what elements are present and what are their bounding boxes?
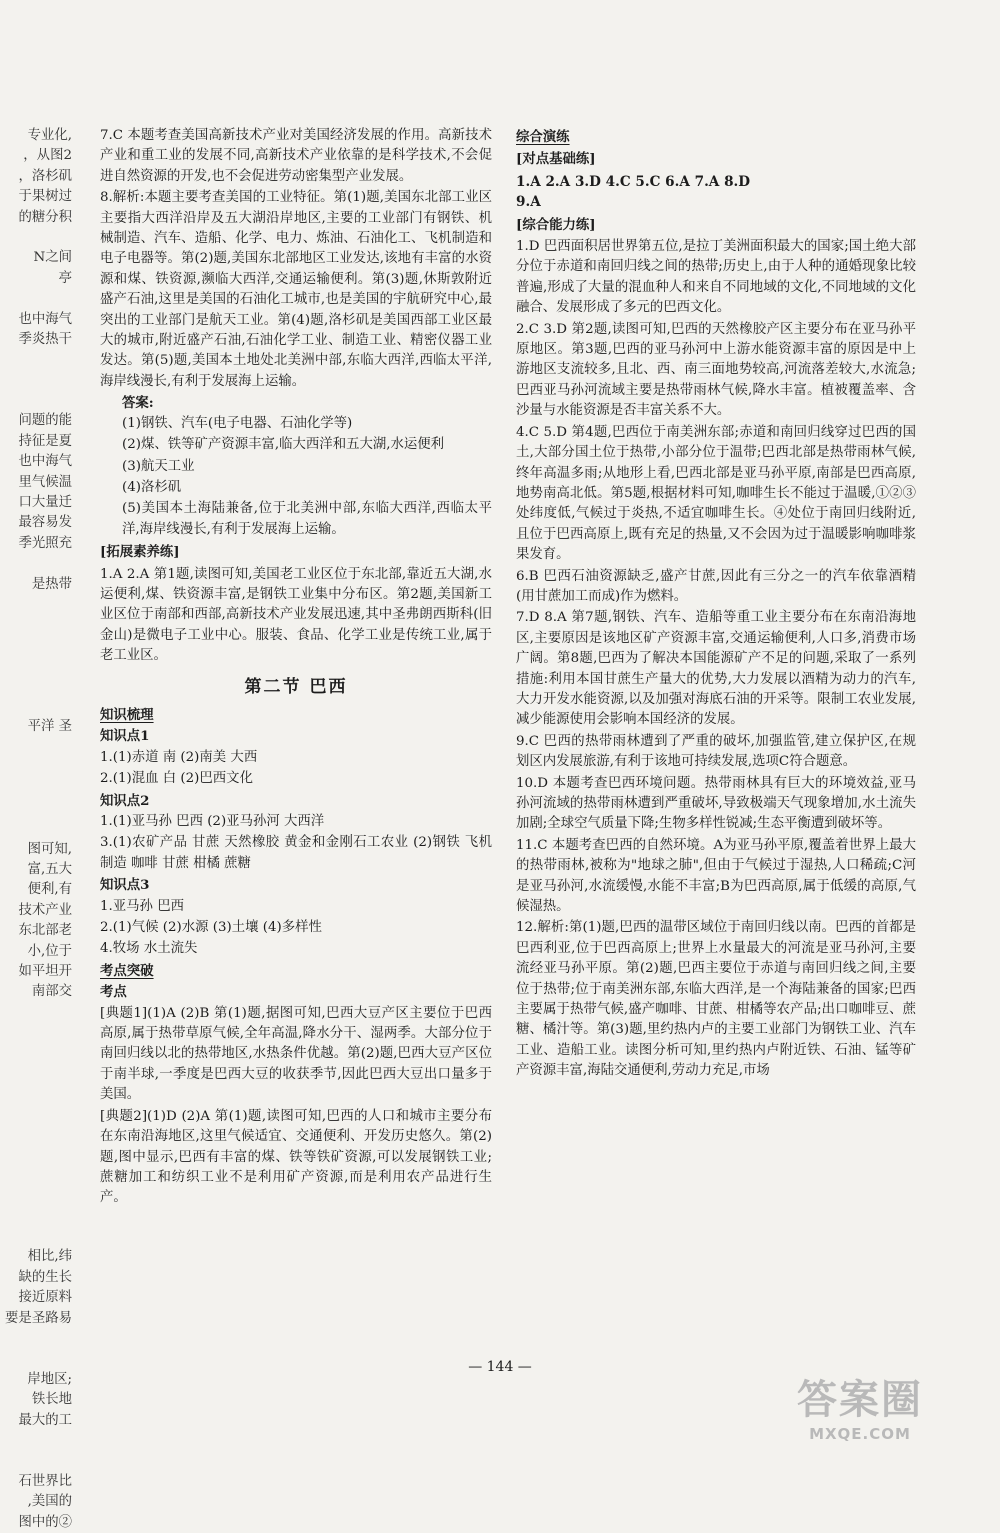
left-fragment-line: 便利,有 <box>27 882 72 898</box>
typical-question-2: [典题2](1)D (2)A 第(1)题,读图可知,巴西的人口和城市主要分布在东南沿海地区,这里气候适宜、交通便利、开发历史悠久。第(2)题,图中显示,巴西有丰富的煤、铁等铁矿资源,可以发展钢铁工业;蔗糖加工和纺织工业不是利用矿产资源,而是利用农产品进行生产。 <box>100 1108 492 1206</box>
left-fragment-line <box>0 595 72 615</box>
answer-item: (4)洛杉矶 <box>122 479 182 495</box>
ability-question-4-5: 4.C 5.D 第4题,巴西位于南美洲东部;赤道和南回归线穿过巴西的国土,大部分国土位于热带,小部分位于温带;巴西北部是热带雨林气候,终年高温多雨;从地形上看,巴西北部是亚马孙平原,南部是巴西高原,地势南高北低。第5题,根据材料可知,咖啡生长不能过于温暖,①②③处纬度低,气候过于炎热,不适宜咖啡生长。④处位于南回归线附近,且位于巴西高原上,既有充足的热量,又不会因为过于温暖影响咖啡浆果发育。 <box>516 424 916 563</box>
typical-question-1: [典题1](1)A (2)B 第(1)题,据图可知,巴西大豆产区主要位于巴西高原,属于热带草原气候,全年高温,降水分干、湿两季。大部分位于南回归线以北的热带地区,水热条件优越。第(2)题,巴西大豆产区位于南半球,一季度是巴西大豆的收获季节,因此巴西大豆出口量多于美国。 <box>100 1005 492 1103</box>
left-fragment-line: 图可知, <box>27 841 72 857</box>
knowledge-review-label: 知识梳理 <box>100 706 154 723</box>
left-fragment-line <box>0 1084 72 1104</box>
left-fragment-line <box>0 758 72 778</box>
left-fragment-line <box>0 554 72 574</box>
answer-item: (1)钢铁、汽车(电子电器、石油化学等) <box>122 415 353 431</box>
left-fragment-line <box>0 779 72 799</box>
knowledge-point-2-label: 知识点2 <box>100 792 150 809</box>
site-watermark <box>780 1368 940 1443</box>
basic-practice-label: [对点基础练] <box>516 151 596 168</box>
extension-question: 1.A 2.A 第1题,读图可知,美国老工业区位于东北部,靠近五大湖,水运便利,煤、铁资源丰富,是钢铁工业集中分布区。第2题,美国新工业区位于南部和西部,高新技术产业发展迅速,其中圣弗朗西斯科(旧金山)是微电子工业中心。服装、食品、化学工业是传统工业,属于老工业区。 <box>100 566 492 664</box>
left-fragment-line: 小,位于 <box>27 943 72 959</box>
left-fragment-line <box>0 1329 72 1349</box>
left-fragment-line: 于果树过 <box>18 189 72 205</box>
ability-question-11: 11.C 本题考查巴西的自然环境。A为亚马孙平原,覆盖着世界上最大的热带雨林,被称为"地球之肺",但由于气候过于湿热,人口稀疏;C河是亚马孙河,水流缓慢,水能不丰富;B为巴西高原,属于低缓的高原,气候湿热。 <box>516 837 916 915</box>
left-fragment-line <box>0 677 72 697</box>
knowledge-point-line: 4.牧场 水土流失 <box>100 941 198 957</box>
left-fragment-line <box>0 1431 72 1451</box>
left-fragment-line: 南部交 <box>31 984 72 1000</box>
left-fragment-line: 也中海气 <box>18 311 72 327</box>
left-fragment-line: 岸地区; <box>27 1371 72 1387</box>
left-fragment-line: 问题的能 <box>18 413 72 429</box>
left-column-fragments <box>0 126 72 1533</box>
left-fragment-line: 接近原料 <box>18 1290 72 1306</box>
exam-point-label: 考点 <box>100 984 127 1001</box>
page-number: — 144 — <box>468 1359 532 1375</box>
left-fragment-line: N之间 <box>33 250 72 266</box>
answer-item: (5)美国本土海陆兼备,位于北美洲中部,东临大西洋,西临太平洋,海岸线漫长,有利于发展海上运输。 <box>122 501 492 537</box>
watermark-logo-text: 答案圈 <box>797 1377 923 1423</box>
left-fragment-line: 口大量迁 <box>18 495 72 511</box>
left-fragment-line: 图中的② <box>18 1514 72 1530</box>
exam-breakthrough-label: 考点突破 <box>100 962 154 979</box>
knowledge-point-line: 2.(1)气候 (2)水源 (3)土壤 (4)多样性 <box>100 920 322 936</box>
right-column <box>516 126 916 1083</box>
section-title: 第二节 巴西 <box>244 676 348 697</box>
left-fragment-line <box>0 1166 72 1186</box>
left-fragment-line <box>0 656 72 676</box>
ability-question-2-3: 2.C 3.D 第2题,读图可知,巴西的天然橡胶产区主要分布在亚马孙平原地区。第3题,巴西的亚马孙河中上游水能资源丰富的原因是中上游地区支流较多,且北、西、南三面地势较高,河流落差较大,水流急;巴西亚马孙河流域主要是热带雨林气候,降水丰富。植被覆盖率、含沙量与水能资源是否丰富关系不大。 <box>516 321 916 419</box>
left-fragment-line: 季光照充 <box>18 535 72 551</box>
knowledge-point-line: 1.(1)赤道 南 (2)南美 大西 <box>100 749 258 765</box>
left-fragment-line: 亭 <box>58 270 72 286</box>
left-fragment-line <box>0 697 72 717</box>
left-fragment-line: 季炎热干 <box>18 331 72 347</box>
ability-question-7-8: 7.D 8.A 第7题,钢铁、汽车、造船等重工业主要分布在东南沿海地区,主要原因是该地区矿产资源丰富,交通运输便利,人口多,消费市场广阔。第8题,巴西为了解决本国能源矿产不足的问题,采取了一系列措施:利用本国甘蔗生产量大的优势,大力发展以酒精为动力的汽车,大力开发水能资源,以及加强对海底石油的开采等。限制工农业发展,减少能源使用会影响本国经济的发展。 <box>516 610 916 728</box>
left-fragment-line: 是热带 <box>31 576 72 592</box>
comprehensive-practice-label: 综合演练 <box>516 129 570 145</box>
extension-practice-label: [拓展素养练] <box>100 544 180 561</box>
left-fragment-line <box>0 1003 72 1023</box>
left-fragment-line <box>0 1207 72 1227</box>
left-fragment-line <box>0 350 72 370</box>
knowledge-point-3-label: 知识点3 <box>100 877 150 894</box>
left-fragment-line: 相比,纬 <box>27 1249 72 1265</box>
left-fragment-line: 也中海气 <box>18 454 72 470</box>
left-fragment-line: 东北部老 <box>18 923 72 939</box>
left-fragment-line: 最容易发 <box>18 515 72 531</box>
left-fragment-line <box>0 1451 72 1471</box>
ability-question-10: 10.D 本题考查巴西环境问题。热带雨林具有巨大的环境效益,亚马孙河流域的热带雨林遭到严重破坏,导致极端天气现象增加,水土流失加剧;全球空气质量下降;生物多样性锐减;生态平衡遭到破坏等。 <box>516 775 916 832</box>
left-fragment-line: ，洛杉矶 <box>18 168 72 184</box>
left-fragment-line: ,美国的 <box>27 1494 72 1510</box>
basic-answers <box>516 172 916 213</box>
ability-question-6: 6.B 巴西石油资源缺乏,盛产甘蔗,因此有三分之一的汽车依靠酒精(用甘蔗加工而成)作为燃料。 <box>516 568 916 604</box>
knowledge-point-line: 1.亚马孙 巴西 <box>100 898 184 914</box>
ability-practice-label: [综合能力练] <box>516 216 596 233</box>
left-fragment-line <box>0 391 72 411</box>
answer-item: (2)煤、铁等矿产资源丰富,临大西洋和五大湖,水运便利 <box>122 437 445 453</box>
basic-answers-line: 1.A 2.A 3.D 4.C 5.C 6.A 7.A 8.D <box>516 173 751 190</box>
question-8-answers <box>100 393 492 540</box>
left-fragment-line <box>0 1044 72 1064</box>
left-fragment-line: 石世界比 <box>18 1473 72 1489</box>
answer-label: 答案: <box>122 395 154 412</box>
left-fragment-line: ，从图2 <box>23 148 72 164</box>
left-fragment-line <box>0 799 72 819</box>
left-fragment-line <box>0 615 72 635</box>
middle-column <box>100 126 492 1210</box>
left-fragment-line <box>0 1125 72 1145</box>
left-fragment-line <box>0 636 72 656</box>
answer-item: (3)航天工业 <box>122 458 195 474</box>
knowledge-point-line: 3.(1)农矿产品 甘蔗 天然橡胶 黄金和金刚石工农业 (2)钢铁 飞机制造 咖啡 甘蔗 柑橘 蔗糖 <box>100 835 492 871</box>
left-fragment-line <box>0 1023 72 1043</box>
left-fragment-line <box>0 819 72 839</box>
left-fragment-line: 技术产业 <box>18 902 72 918</box>
left-fragment-line <box>0 1105 72 1125</box>
left-fragment-line: 富,五大 <box>27 862 72 878</box>
left-fragment-line <box>0 1227 72 1247</box>
left-fragment-line <box>0 228 72 248</box>
ability-question-9: 9.C 巴西的热带雨林遭到了严重的破坏,加强监管,建立保护区,在规划区内发展旅游,有利于该地可持续发展,选项C符合题意。 <box>516 733 916 770</box>
left-fragment-line <box>0 738 72 758</box>
left-fragment-line: 缺的生长 <box>18 1269 72 1285</box>
left-fragment-line: 最大的工 <box>18 1412 72 1428</box>
left-fragment-line: 要是圣路易 <box>5 1310 72 1326</box>
left-fragment-line: 的糖分积 <box>18 209 72 225</box>
watermark-url: MXQE.COM <box>809 1425 911 1443</box>
knowledge-point-line: 1.(1)亚马孙 巴西 (2)亚马孙河 大西洋 <box>100 814 325 829</box>
left-fragment-line: 如平坦开 <box>18 964 72 980</box>
knowledge-point-1-label: 知识点1 <box>100 728 150 745</box>
knowledge-point-line: 2.(1)混血 白 (2)巴西文化 <box>100 771 253 787</box>
left-fragment-line: 平洋 圣 <box>27 719 72 735</box>
ability-question-1: 1.D 巴西面积居世界第五位,是拉丁美洲面积最大的国家;国土绝大部分位于赤道和南回归线之间的热带;历史上,由于人种的通婚现象比较普遍,形成了大量的混血种人和来自不同地域的文化,不同地域的文化融合、发展形成了多元的巴西文化。 <box>516 239 916 316</box>
left-fragment-line <box>0 1146 72 1166</box>
left-fragment-line <box>0 371 72 391</box>
ability-question-12: 12.解析:第(1)题,巴西的温带区域位于南回归线以南。巴西的首都是巴西利亚,位于巴西高原上;世界上水量最大的河流是亚马孙河,主要流经亚马孙平原。第(2)题,巴西主要位于赤道与南回归线之间,主要位于热带;位于南美洲东部,东临大西洋,是一个海陆兼备的国家;巴西主要属于热带气候,盛产咖啡、甘蔗、柑橘等农产品;出口咖啡豆、蔗糖、橘汁等。第(3)题,里约热内卢的主要工业部门为钢铁工业、汽车工业、造船工业。读图分析可知,里约热内卢附近铁、石油、锰等矿产资源丰富,海陆交通便利,劳动力充足,市场 <box>516 920 916 1079</box>
left-fragment-line <box>0 289 72 309</box>
left-fragment-line <box>0 1064 72 1084</box>
left-fragment-line: 铁长地 <box>31 1392 72 1408</box>
left-fragment-line: 专业化, <box>27 128 72 143</box>
left-fragment-line <box>0 1186 72 1206</box>
question-7-explanation: 7.C 本题考查美国高新技术产业对美国经济发展的作用。高新技术产业和重工业的发展不同,高新技术产业依靠的是科学技术,不会促进自然资源的开发,也不会促进劳动密集型产业发展。 <box>100 128 492 184</box>
left-fragment-line: 里气候温 <box>18 474 72 490</box>
left-fragment-line: 持征是夏 <box>18 433 72 449</box>
question-8-explanation: 8.解析:本题主要考查美国的工业特征。第(1)题,美国东北部工业区主要指大西洋沿岸及五大湖沿岸地区,主要的工业部门有钢铁、机械制造、汽车、造船、化学、电力、炼油、石油化工、飞机制造和电子电器等。第(2)题,美国东北部地区工业发达,该地有丰富的水资源和煤、铁资源,濒临大西洋,交通运输便利。第(3)题,休斯敦附近盛产石油,这里是美国的石油化工城市,也是美国的宇航研究中心,最突出的工业部门是航天工业。第(4)题,洛杉矶是美国西部工业区最大的城市,附近盛产石油,石油化学工业、制造工业、精密仪器工业发达。第(5)题,美国本土地处北美洲中部,东临大西洋,西临太平洋,海岸线漫长,有利于发展海上运输。 <box>100 190 492 389</box>
basic-answers-line: 9.A <box>516 194 541 211</box>
